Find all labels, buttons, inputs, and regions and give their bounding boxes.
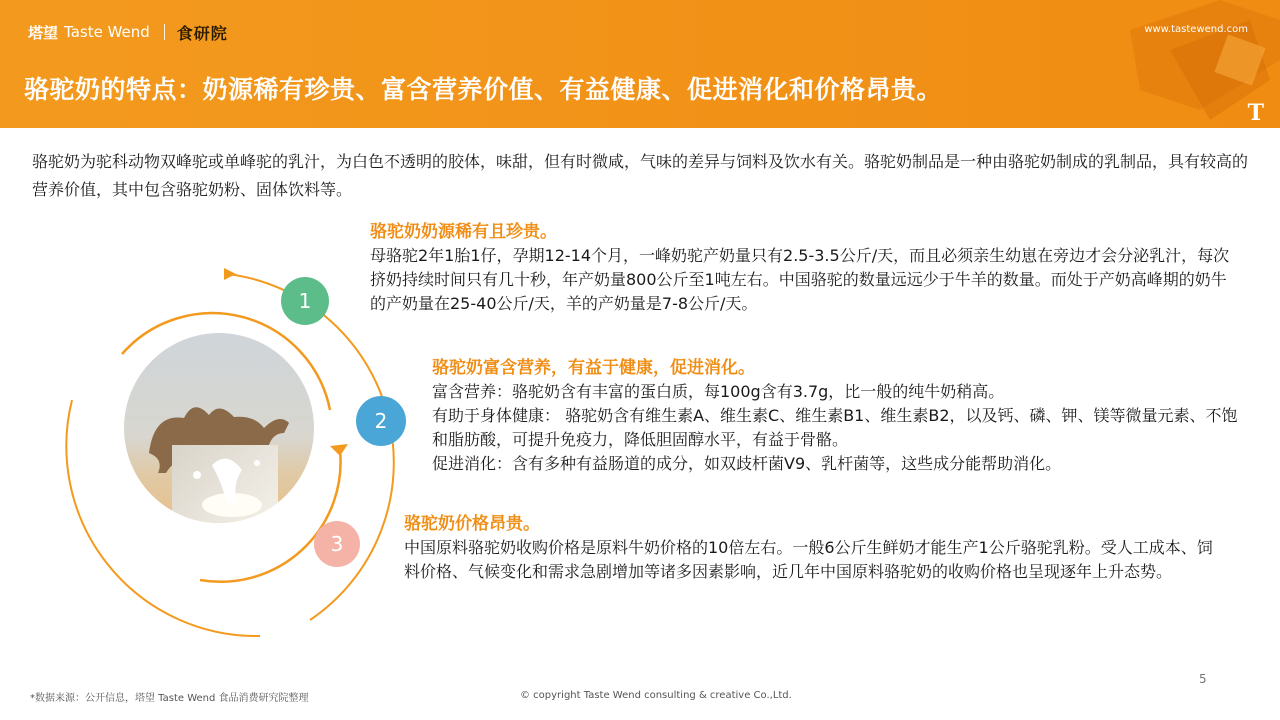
badge-2: 2 xyxy=(356,396,406,446)
copyright: © copyright Taste Wend consulting & creative Co.,Ltd. xyxy=(520,690,792,701)
logo xyxy=(28,20,228,44)
milk-splash-image xyxy=(172,445,278,523)
logo-cn: 塔望 xyxy=(28,23,59,42)
logo-en: Taste Wend xyxy=(64,23,150,41)
badge-3: 3 xyxy=(314,521,360,567)
section-text: 促进消化：含有多种有益肠道的成分，如双歧杆菌V9、乳杆菌等，这些成分能帮助消化。 xyxy=(432,454,1062,473)
section-heading: 骆驼奶富含营养，有益于健康，促进消化。 xyxy=(432,358,755,378)
milk-splash-icon xyxy=(172,445,278,523)
section-text: 母骆驼2年1胎1仔，孕期12-14个月，一峰奶驼产奶量只有2.5-3.5公斤/天，而且必须亲生幼崽在旁边才会分泌乳汁，每次挤奶持续时间只有几十秒，年产奶量800公斤至1吨左右。中国骆驼的数量远远少于牛羊的数量。而处于产奶高峰期的奶牛的产奶量在25-40公斤/天，羊的产奶量是7-8公斤/天。 xyxy=(370,246,1230,313)
section-text: 中国原料骆驼奶收购价格是原料牛奶价格的10倍左右。一般6公斤生鲜奶才能生产1公斤骆驼乳粉。受人工成本、饲料价格、气候变化和需求急剧增加等诸多因素影响，近几年中国原料骆驼奶的收购价格也呈现逐年上升态势。 xyxy=(404,538,1213,581)
section-price xyxy=(404,512,1224,584)
badge-1: 1 xyxy=(281,277,329,325)
section-nutrition xyxy=(432,356,1242,476)
camel-milk-photo xyxy=(124,333,314,523)
corner-t-mark: T xyxy=(1247,100,1264,126)
page-number: 5 xyxy=(1199,672,1207,686)
header-banner xyxy=(0,0,1280,128)
slide-title: 骆驼奶的特点：奶源稀有珍贵、富含营养价值、有益健康、促进消化和价格昂贵。 xyxy=(24,75,943,104)
section-heading: 骆驼奶奶源稀有且珍贵。 xyxy=(370,222,557,242)
intro-paragraph: 骆驼奶为驼科动物双峰驼或单峰驼的乳汁，为白色不透明的胶体，味甜，但有时微咸，气味的差异与饲料及饮水有关。骆驼奶制品是一种由骆驼奶制成的乳制品，具有较高的营养价值，其中包含骆驼奶粉、固体饮料等。 xyxy=(32,152,1249,199)
logo-divider xyxy=(164,24,165,40)
section-rare-source xyxy=(370,220,1230,316)
site-url: www.tastewend.com xyxy=(1144,24,1248,35)
section-text: 有助于身体健康： 骆驼奶含有维生素A、维生素C、维生素B1、维生素B2，以及钙、磷、钾、镁等微量元素、不饱和脂肪酸，可提升免疫力，降低胆固醇水平，有益于骨骼。 xyxy=(432,406,1238,449)
section-heading: 骆驼奶价格昂贵。 xyxy=(404,514,540,534)
data-source-note: *数据来源：公开信息，塔望 Taste Wend 食品消费研究院整理 xyxy=(30,693,309,704)
section-text: 富含营养：骆驼奶含有丰富的蛋白质，每100g含有3.7g，比一般的纯牛奶稍高。 xyxy=(432,382,1005,401)
brand-name: 食研院 xyxy=(176,23,228,43)
